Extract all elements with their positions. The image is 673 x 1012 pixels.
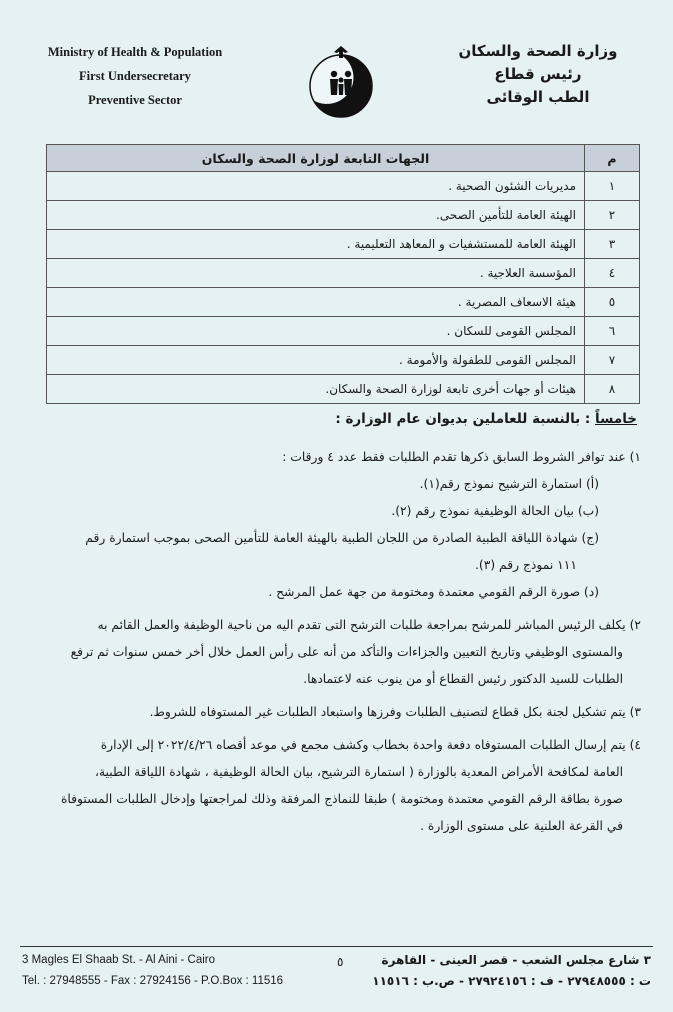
entity-name: المؤسسة العلاجية .	[47, 259, 585, 288]
paragraph-line: والمستوى الوظيفي وتاريخ التعيين والجزاءات والتأكد من أنه على رأس العمل خلال أخر خمس سنوات ثم ترفع	[70, 645, 623, 659]
footer-address-en	[22, 950, 283, 992]
header-arabic	[423, 40, 653, 109]
paragraph-line: ٢) يكلف الرئيس المباشر للمرشح بمراجعة طلبات الترشح التى تقدم اليه من ناحية الوظيفة والعمل القائم به	[97, 618, 641, 632]
table-row	[47, 346, 640, 375]
entity-name: المجلس القومى للطفولة والأمومة .	[47, 346, 585, 375]
footer-contact-ar: ت : ٢٧٩٤٨٥٥٥ - ف : ٢٧٩٢٤١٥٦ - ص.ب : ١١٥١٦	[372, 974, 651, 988]
paragraph-line: الطلبات للسيد الدكتور رئيس القطاع أو من ينوب عنه لاعتمادها.	[303, 672, 623, 686]
table-header-row	[47, 145, 640, 172]
table-row	[47, 317, 640, 346]
header-english	[20, 40, 250, 112]
section-heading	[335, 411, 637, 427]
table-row	[47, 259, 640, 288]
sub-item-line: (ج) شهادة اللياقة الطبية الصادرة من اللجان الطبية بالهيئة العامة للتأمين الصحى بموجب استمارة رقم	[85, 531, 599, 545]
entity-name: هيئات أو جهات أخرى تابعة لوزارة الصحة والسكان.	[47, 375, 585, 404]
section-title: : بالنسبة للعاملين بديوان عام الوزارة :	[335, 411, 591, 427]
footer-address-ar	[372, 950, 651, 992]
paragraph-line: في القرعة العلنية على مستوى الوزارة .	[420, 819, 623, 833]
paragraph-line: صورة بطاقة الرقم القومي معتمدة ومختومة ) طبقا للنماذج المرفقة وذلك لمراجعتها وإدخال الطلبات المستوفاة	[60, 792, 623, 806]
ministry-logo	[301, 44, 381, 124]
paragraph-line: ١) عند توافر الشروط السابق ذكرها تقدم الطلبات فقط عدد ٤ ورقات :	[282, 450, 641, 464]
table-row	[47, 230, 640, 259]
row-number: ٣	[585, 230, 640, 259]
row-number: ٥	[585, 288, 640, 317]
sector-name-ar: الطب الوقائى	[486, 88, 590, 106]
row-number: ٨	[585, 375, 640, 404]
undersecretary-ar: رئيس قطاع	[494, 65, 582, 83]
table-row	[47, 201, 640, 230]
sector-name-en: Preventive Sector	[88, 93, 182, 107]
sub-item-line: (أ) استمارة الترشيح نموذج رقم(١).	[419, 477, 599, 491]
row-number: ٦	[585, 317, 640, 346]
paragraph-line: العامة لمكافحة الأمراض المعدية بالوزارة ( استمارة الترشيح، بيان الحالة الوظيفية ، شهادة اللياقة الطبية،	[95, 765, 623, 779]
column-header-entity: الجهات التابعة لوزارة الصحة والسكان	[47, 145, 585, 172]
paragraph-line: ٣) يتم تشكيل لجنة بكل قطاع لتصنيف الطلبات وفرزها واستبعاد الطلبات غير المستوفاه للشروط.	[149, 705, 641, 719]
section-label: خامساً	[595, 411, 637, 427]
entity-name: المجلس القومى للسكان .	[47, 317, 585, 346]
entity-name: هيئة الاسعاف المصرية .	[47, 288, 585, 317]
sub-item-line: ١١١ نموذج رقم (٣).	[475, 558, 577, 572]
entity-name: مديريات الشئون الصحية .	[47, 172, 585, 201]
entity-name: الهيئة العامة للمستشفيات و المعاهد التعليمية .	[47, 230, 585, 259]
footer-divider	[20, 946, 653, 947]
footer-contact-en: Tel. : 27948555 - Fax : 27924156 - P.O.Box : 11516	[22, 975, 284, 987]
table-body	[47, 172, 640, 404]
entity-name: الهيئة العامة للتأمين الصحى.	[47, 201, 585, 230]
paragraph-line: ٤) يتم إرسال الطلبات المستوفاه دفعة واحدة بخطاب وكشف مجمع في موعد أقصاه ٢٠٢٢/٤/٢٦ إلى الإدارة	[100, 738, 641, 752]
undersecretary-en: First Undersecretary	[79, 69, 191, 83]
footer-street-en: 3 Magles El Shaab St. - Al Aini - Cairo	[22, 954, 216, 966]
page-number: ٥	[337, 955, 344, 969]
ministry-name-en: Ministry of Health & Population	[47, 45, 223, 59]
ministry-name-ar: وزارة الصحة والسكان	[458, 42, 618, 60]
row-number: ٢	[585, 201, 640, 230]
footer-street-ar: ٣ شارع مجلس الشعب - قصر العينى - القاهرة	[381, 953, 651, 967]
table-row	[47, 172, 640, 201]
document-body	[30, 444, 641, 840]
row-number: ٧	[585, 346, 640, 375]
column-header-number: م	[585, 145, 640, 172]
entities-table	[46, 144, 640, 404]
table-row	[47, 288, 640, 317]
sub-item-line: (ب) بيان الحالة الوظيفية نموذج رقم (٢).	[391, 504, 599, 518]
row-number: ١	[585, 172, 640, 201]
sub-item-line: (د) صورة الرقم القومي معتمدة ومختومة من جهة عمل المرشح .	[268, 585, 599, 599]
table-row	[47, 375, 640, 404]
row-number: ٤	[585, 259, 640, 288]
